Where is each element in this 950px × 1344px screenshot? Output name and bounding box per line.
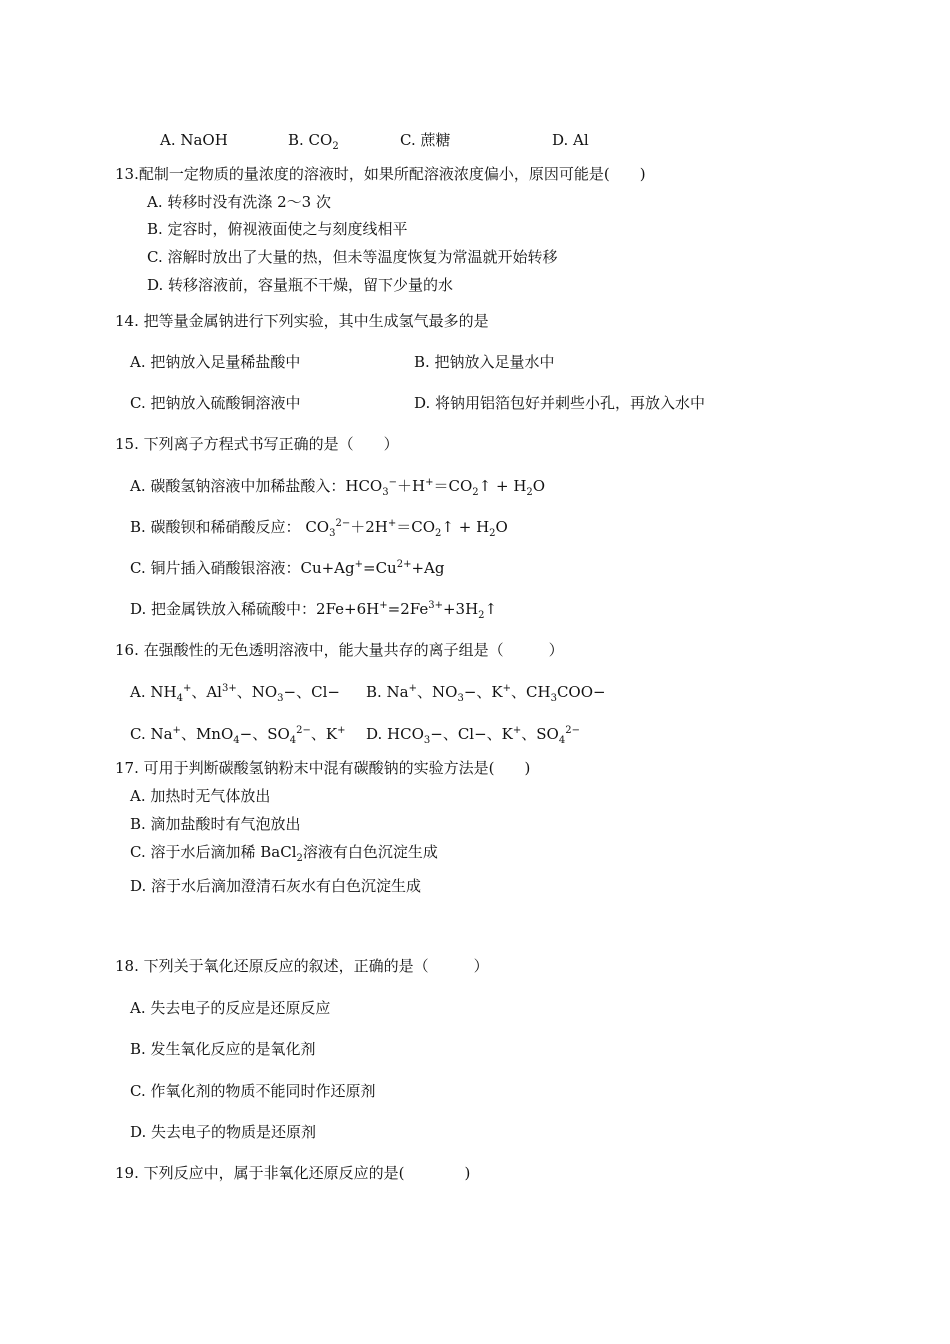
q15-option-c: C. 铜片插入硝酸银溶液：$Cu+Ag^+=Cu^{2+}+Ag$ xyxy=(130,559,445,577)
q15-option-b: B. 碳酸钡和稀硝酸反应： $CO_3^{2-}+2H^+=CO_2↑ + H_2O$ xyxy=(130,518,508,539)
q13-stem: 13.配制一定物质的量浓度的溶液时，如果所配溶液浓度偏小，原因可能是( ) xyxy=(115,165,646,183)
q17-stem: 17. 可用于判断碳酸氢钠粉末中混有碳酸钠的实验方法是( ) xyxy=(115,759,531,777)
q14-option-b: B. 把钠放入足量水中 xyxy=(414,353,555,371)
q12-option-c: C. 蔗糖 xyxy=(400,131,451,149)
q18-option-d: D. 失去电子的物质是还原剂 xyxy=(130,1123,317,1141)
q18-stem: 18. 下列关于氧化还原反应的叙述，正确的是（ ） xyxy=(115,957,489,975)
q15-option-d: D. 把金属铁放入稀硫酸中：$2Fe+6H^+=2Fe^{3+}+3H_2↑$ xyxy=(130,600,498,621)
q15-option-a: A. 碳酸氢钠溶液中加稀盐酸入：$HCO_3^-+H^+=CO_2↑ + H_2O$ xyxy=(130,477,546,498)
q14-option-d: D. 将钠用铝箔包好并刺些小孔，再放入水中 xyxy=(414,394,706,412)
q12-option-b: B. $CO_2$ xyxy=(288,131,339,152)
q16-option-d: D. $HCO_3-$、Cl−、K+、$SO_4^{2-}$ xyxy=(366,725,580,746)
q18-option-b: B. 发生氧化反应的是氧化剂 xyxy=(130,1040,316,1058)
q13-option-b: B. 定容时，俯视液面使之与刻度线相平 xyxy=(147,220,408,238)
q16-option-a: A. $NH_4^+$、$Al^{3+}$、$NO_3-$、Cl− xyxy=(130,683,340,704)
q18-option-a: A. 失去电子的反应是还原反应 xyxy=(130,999,331,1017)
q13-option-a: A. 转移时没有洗涤 2～3 次 xyxy=(147,193,331,211)
q17-option-d: D. 溶于水后滴加澄清石灰水有白色沉淀生成 xyxy=(130,877,422,895)
q14-stem: 14. 把等量金属钠进行下列实验，其中生成氢气最多的是 xyxy=(115,312,489,330)
q16-stem: 16. 在强酸性的无色透明溶液中，能大量共存的离子组是（ ） xyxy=(115,641,564,659)
q18-option-c: C. 作氧化剂的物质不能同时作还原剂 xyxy=(130,1082,376,1100)
q14-option-a: A. 把钠放入足量稀盐酸中 xyxy=(130,353,301,371)
q12-option-d: D. Al xyxy=(552,131,589,149)
q17-option-c: C. 溶于水后滴加稀 BaCl$_2$溶液有白色沉淀生成 xyxy=(130,843,438,864)
q16-option-b: B. Na+、$NO_3-$、K+、$CH_3COO-$ xyxy=(366,683,606,704)
q12-option-a: A. NaOH xyxy=(160,131,228,149)
q17-option-b: B. 滴加盐酸时有气泡放出 xyxy=(130,815,301,833)
q14-option-c: C. 把钠放入硫酸铜溶液中 xyxy=(130,394,301,412)
q13-option-c: C. 溶解时放出了大量的热，但未等温度恢复为常温就开始转移 xyxy=(147,248,558,266)
q15-stem: 15. 下列离子方程式书写正确的是（ ） xyxy=(115,435,399,453)
q19-stem: 19. 下列反应中，属于非氧化还原反应的是( ) xyxy=(115,1164,471,1182)
q16-option-c: C. Na+、MnO$_4$−、$SO_4^{2-}$、K+ xyxy=(130,725,346,746)
q13-option-d: D. 转移溶液前，容量瓶不干燥，留下少量的水 xyxy=(147,276,454,294)
q17-option-a: A. 加热时无气体放出 xyxy=(130,787,271,805)
